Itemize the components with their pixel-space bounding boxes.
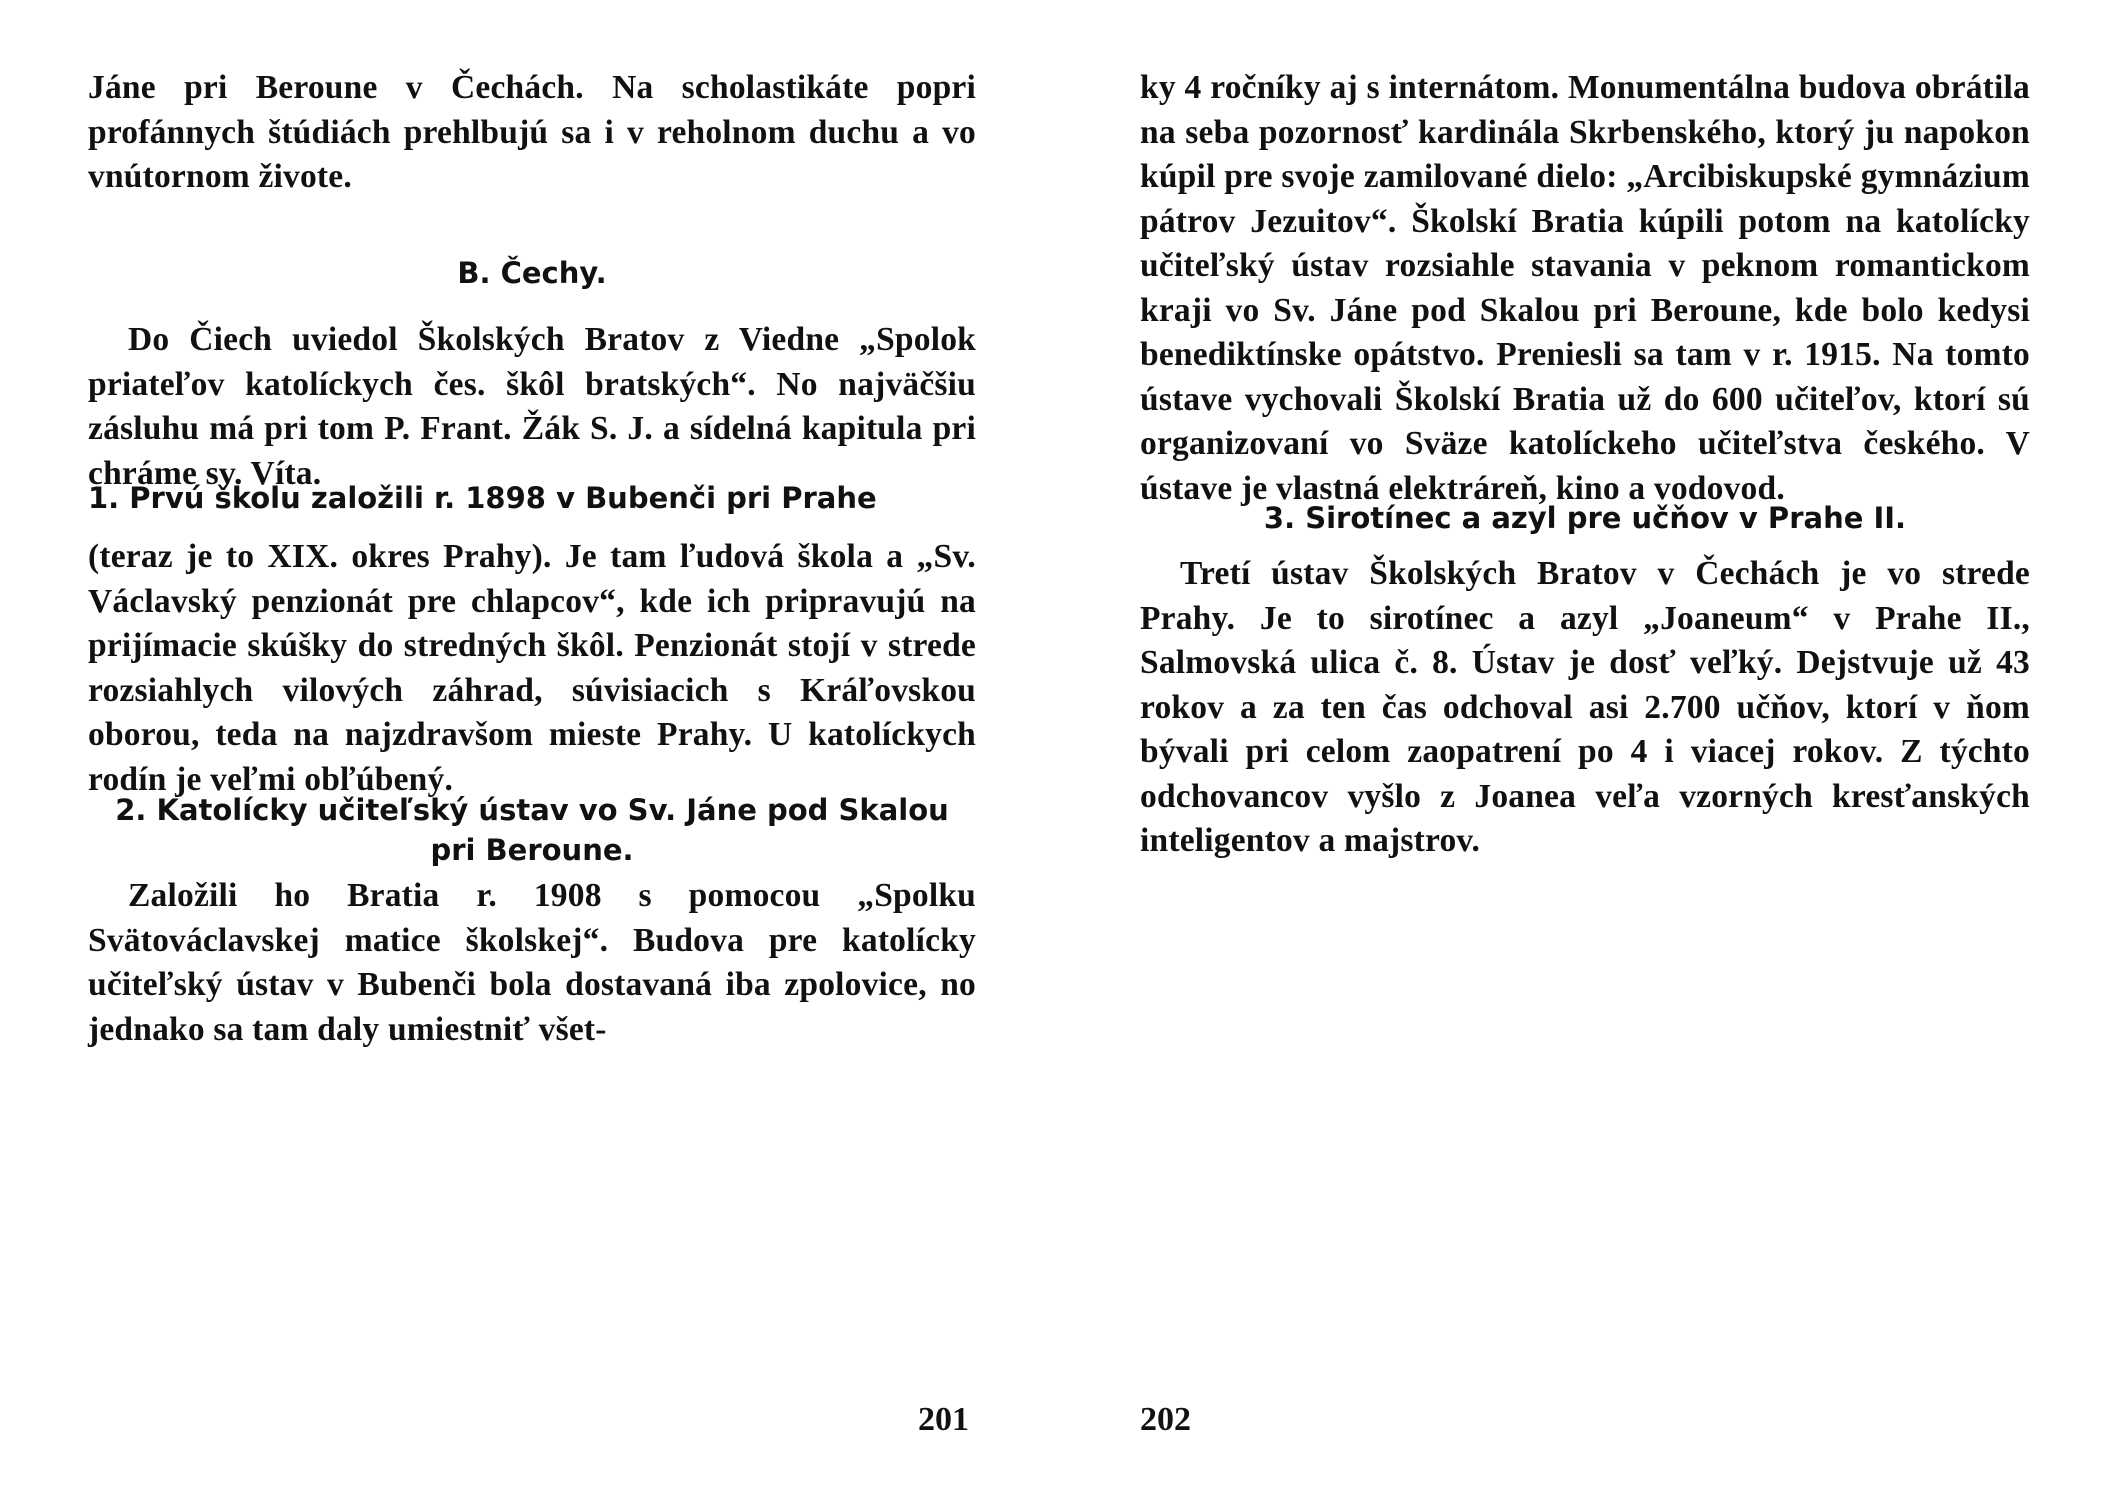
- item1-paragraph: (teraz je to XIX. okres Prahy). Je tam ľudová škola a „Sv. Václavský penzionát pre chlapcov“, kde ich pripravujú na prijímacie skúšky do stredných škôl. Penzionát stojí v strede rozsiahlych vilových záhrad, súvisiacich s Kráľovskou oborou, teda na najzdravšom mieste Prahy. U katolíckych rodín je veľmi obľúbený.: [88, 538, 976, 798]
- left-continuation-paragraph: Jáne pri Beroune v Čechách. Na scholastikáte popri profánnych štúdiách prehlbujú sa i v reholnom duchu a vo vnútornom živote.: [88, 69, 976, 195]
- page-number-right: 202: [1140, 1401, 1191, 1438]
- item2-paragraph: Založili ho Bratia r. 1908 s pomocou „Spolku Svätováclavskej matice školskej“. Budova pre katolícky učiteľský ústav v Bubenči bola dostavaná iba zpolovice, no jednako sa tam daly umiestniť všet-: [88, 877, 976, 1048]
- section-heading-cechy: B. Čechy.: [457, 256, 607, 290]
- item2-heading: 2. Katolícky učiteľský ústav vo Sv. Jáne pod Skalou pri Beroune.: [115, 793, 949, 867]
- right-continuation-paragraph: ky 4 ročníky aj s internátom. Monumentálna budova obrátila na seba pozornosť kardinála Skrbenského, ktorý ju napokon kúpil pre svoje zamilované dielo: „Arcibiskupské gymnázium pátrov Jezuitov“. Školskí Bratia kúpili potom na katolícky učiteľský ústav rozsiahle stavania v peknom romantickom kraji vo Sv. Jáne pod Skalou pri Beroune, kde bolo kedysi benediktínske opátstvo. Preniesli sa tam v r. 1915. Na tomto ústave vychovali Školskí Bratia už do 600 učiteľov, ktorí sú organizovaní vo Sväze katolíckeho učiteľstva českého. V ústave je vlastná elektráreň, kino a vodovod.: [1140, 69, 2030, 507]
- right-page: [1140, 0, 2030, 1500]
- intro-paragraph: Do Čiech uviedol Školských Bratov z Viedne „Spolok priateľov katolíckych čes. škôl bratských“. No najväčšiu zásluhu má pri tom P. Frant. Žák S. J. a sídelná kapitula pri chráme sv. Víta.: [88, 321, 976, 492]
- item3-paragraph: Tretí ústav Školských Bratov v Čechách je vo strede Prahy. Je to sirotínec a azyl „Joaneum“ v Prahe II., Salmovská ulica č. 8. Ústav je dosť veľký. Dejstvuje už 43 rokov a za ten čas odchoval asi 2.700 učňov, ktorí v ňom bývali pri celom zaopatrení po 4 i viacej rokov. Z týchto odchovancov vyšlo z Joanea veľa vzorných kresťanských inteligentov a majstrov.: [1140, 555, 2030, 859]
- item3-heading: 3. Sirotínec a azyl pre učňov v Prahe II.: [1263, 501, 1907, 535]
- page-number-left: 201: [918, 1401, 969, 1438]
- left-page: [88, 0, 976, 1500]
- item1-heading: 1. Prvú školu založili r. 1898 v Bubenči pri Prahe: [88, 481, 877, 515]
